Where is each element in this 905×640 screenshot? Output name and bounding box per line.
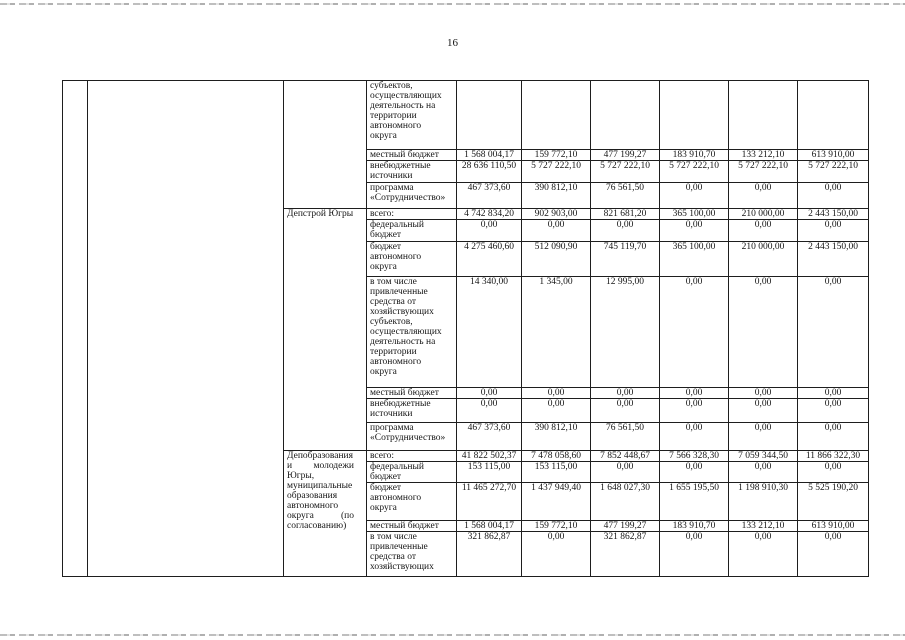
year-value-cell: 365 100,00 [660, 242, 729, 277]
year-value-cell: 210 000,00 [729, 209, 798, 220]
funding-source-cell: всего: [367, 451, 457, 462]
year-value-cell: 0,00 [522, 532, 591, 577]
funding-source-cell: федеральный бюджет [367, 462, 457, 483]
year-value-cell: 0,00 [729, 183, 798, 209]
year-value-cell: 0,00 [660, 532, 729, 577]
total-value-cell: 1 568 004,17 [457, 521, 522, 532]
year-value-cell: 2 443 150,00 [798, 209, 869, 220]
year-value-cell: 0,00 [729, 220, 798, 242]
year-value-cell: 365 100,00 [660, 209, 729, 220]
year-value-cell: 0,00 [729, 399, 798, 423]
funding-source-cell: федеральный бюджет [367, 220, 457, 242]
year-value-cell: 0,00 [660, 462, 729, 483]
year-value-cell: 0,00 [660, 220, 729, 242]
funding-source-cell: программа «Сотрудничество» [367, 183, 457, 209]
year-value-cell: 477 199,27 [591, 150, 660, 161]
year-value-cell: 0,00 [729, 277, 798, 388]
year-value-cell: 477 199,27 [591, 521, 660, 532]
year-value-cell: 1 345,00 [522, 277, 591, 388]
year-value-cell: 5 727 222,10 [591, 161, 660, 183]
total-value-cell: 0,00 [457, 399, 522, 423]
year-value-cell: 0,00 [660, 399, 729, 423]
year-value-cell: 5 727 222,10 [522, 161, 591, 183]
year-value-cell: 7 059 344,50 [729, 451, 798, 462]
total-value-cell: 4 742 834,20 [457, 209, 522, 220]
year-value-cell: 5 525 190,20 [798, 483, 869, 521]
funding-source-cell: бюджет автономного округа [367, 483, 457, 521]
year-value-cell: 390 812,10 [522, 183, 591, 209]
year-value-cell: 613 910,00 [798, 150, 869, 161]
funding-source-cell: местный бюджет [367, 150, 457, 161]
total-value-cell: 0,00 [457, 388, 522, 399]
year-value-cell: 0,00 [522, 220, 591, 242]
year-value-cell: 0,00 [798, 462, 869, 483]
index-column-cell [63, 81, 88, 577]
year-value-cell: 0,00 [798, 183, 869, 209]
total-value-cell: 0,00 [457, 220, 522, 242]
year-value-cell: 745 119,70 [591, 242, 660, 277]
year-value-cell: 0,00 [729, 423, 798, 451]
year-value-cell: 1 198 910,30 [729, 483, 798, 521]
description-column-cell [88, 81, 284, 577]
total-value-cell: 11 465 272,70 [457, 483, 522, 521]
funding-source-cell: субъектов, осуществляющих деятельность на территории автономного округа [367, 81, 457, 150]
funding-source-cell: в том числе привлеченные средства от хозяйствующих [367, 532, 457, 577]
year-value-cell: 0,00 [798, 423, 869, 451]
funding-source-cell: бюджет автономного округа [367, 242, 457, 277]
funding-source-cell: внебюджетные источники [367, 161, 457, 183]
funding-table [62, 80, 869, 577]
year-value-cell: 76 561,50 [591, 423, 660, 451]
year-value-cell: 12 995,00 [591, 277, 660, 388]
year-value-cell [660, 81, 729, 150]
year-value-cell: 183 910,70 [660, 150, 729, 161]
year-value-cell: 0,00 [729, 462, 798, 483]
year-value-cell: 0,00 [522, 399, 591, 423]
responsible-cell: Депобразования и молодежи Югры, муниципальные образования автономного округа (по согласованию) [284, 451, 367, 577]
year-value-cell: 0,00 [522, 388, 591, 399]
year-value-cell [729, 81, 798, 150]
year-value-cell: 11 866 322,30 [798, 451, 869, 462]
year-value-cell: 5 727 222,10 [660, 161, 729, 183]
year-value-cell: 0,00 [591, 388, 660, 399]
year-value-cell: 0,00 [660, 388, 729, 399]
year-value-cell: 0,00 [660, 423, 729, 451]
total-value-cell: 467 373,60 [457, 183, 522, 209]
year-value-cell: 7 852 448,67 [591, 451, 660, 462]
year-value-cell: 5 727 222,10 [729, 161, 798, 183]
year-value-cell: 1 655 195,50 [660, 483, 729, 521]
table-row [63, 81, 869, 150]
year-value-cell: 0,00 [798, 277, 869, 388]
scan-edge-bottom [0, 634, 905, 636]
year-value-cell: 0,00 [798, 388, 869, 399]
page-number: 16 [447, 37, 458, 49]
total-value-cell: 467 373,60 [457, 423, 522, 451]
responsible-cell: Депстрой Югры [284, 209, 367, 451]
total-value-cell: 41 822 502,37 [457, 451, 522, 462]
year-value-cell [798, 81, 869, 150]
year-value-cell: 159 772,10 [522, 521, 591, 532]
funding-source-cell: в том числе привлеченные средства от хозяйствующих субъектов, осуществляющих деятельность на территории автономного округа [367, 277, 457, 388]
responsible-cell [284, 81, 367, 209]
year-value-cell: 0,00 [660, 183, 729, 209]
year-value-cell: 133 212,10 [729, 521, 798, 532]
year-value-cell [591, 81, 660, 150]
year-value-cell: 0,00 [729, 532, 798, 577]
funding-source-cell: местный бюджет [367, 388, 457, 399]
year-value-cell: 0,00 [591, 399, 660, 423]
year-value-cell: 5 727 222,10 [798, 161, 869, 183]
year-value-cell: 7 566 328,30 [660, 451, 729, 462]
year-value-cell: 76 561,50 [591, 183, 660, 209]
funding-source-cell: внебюджетные источники [367, 399, 457, 423]
total-value-cell: 321 862,87 [457, 532, 522, 577]
year-value-cell: 159 772,10 [522, 150, 591, 161]
year-value-cell: 512 090,90 [522, 242, 591, 277]
year-value-cell: 7 478 058,60 [522, 451, 591, 462]
total-value-cell: 4 275 460,60 [457, 242, 522, 277]
total-value-cell: 1 568 004,17 [457, 150, 522, 161]
year-value-cell: 0,00 [660, 277, 729, 388]
year-value-cell: 0,00 [591, 462, 660, 483]
year-value-cell: 613 910,00 [798, 521, 869, 532]
year-value-cell: 0,00 [798, 220, 869, 242]
year-value-cell: 321 862,87 [591, 532, 660, 577]
table-body [63, 81, 869, 577]
total-value-cell: 153 115,00 [457, 462, 522, 483]
total-value-cell: 28 636 110,50 [457, 161, 522, 183]
year-value-cell: 1 648 027,30 [591, 483, 660, 521]
total-value-cell [457, 81, 522, 150]
year-value-cell: 2 443 150,00 [798, 242, 869, 277]
total-value-cell: 14 340,00 [457, 277, 522, 388]
year-value-cell: 183 910,70 [660, 521, 729, 532]
year-value-cell: 1 437 949,40 [522, 483, 591, 521]
funding-source-cell: программа «Сотрудничество» [367, 423, 457, 451]
year-value-cell: 210 000,00 [729, 242, 798, 277]
year-value-cell: 902 903,00 [522, 209, 591, 220]
funding-source-cell: местный бюджет [367, 521, 457, 532]
year-value-cell [522, 81, 591, 150]
scan-edge-top [0, 3, 905, 5]
year-value-cell: 0,00 [591, 220, 660, 242]
year-value-cell: 0,00 [798, 399, 869, 423]
year-value-cell: 0,00 [798, 532, 869, 577]
year-value-cell: 133 212,10 [729, 150, 798, 161]
year-value-cell: 153 115,00 [522, 462, 591, 483]
funding-source-cell: всего: [367, 209, 457, 220]
year-value-cell: 390 812,10 [522, 423, 591, 451]
year-value-cell: 0,00 [729, 388, 798, 399]
year-value-cell: 821 681,20 [591, 209, 660, 220]
